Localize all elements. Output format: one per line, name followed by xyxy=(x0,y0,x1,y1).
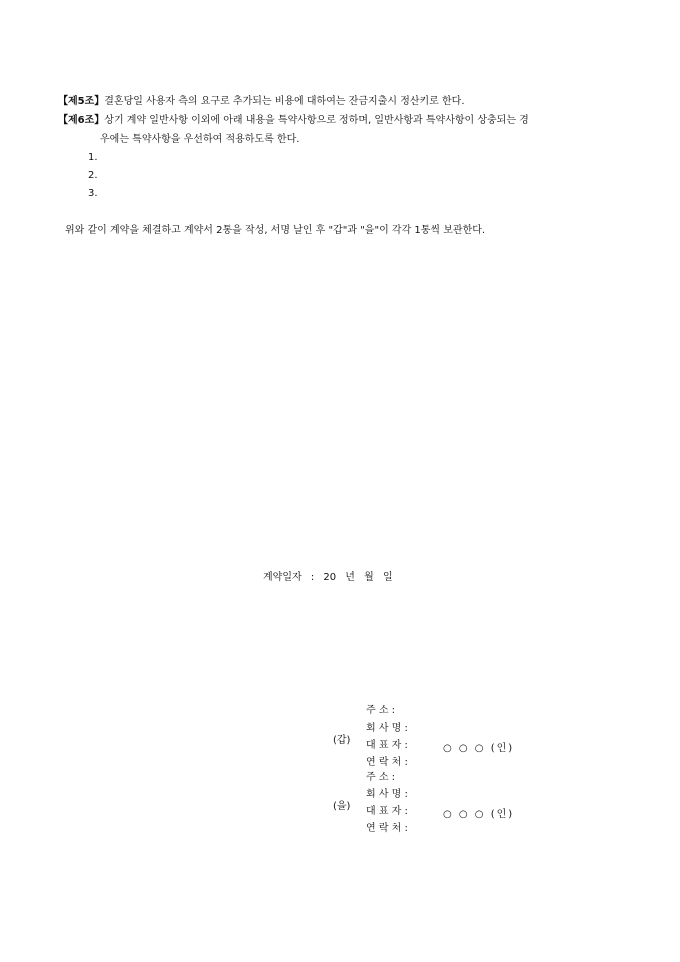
party-b-company-field: 회 사 명 : xyxy=(366,789,408,800)
party-b-address-field: 주 소 : xyxy=(366,772,396,783)
party-a-company-field: 회 사 명 : xyxy=(366,723,408,734)
party-a-address-field: 주 소 : xyxy=(366,705,396,716)
article-6-text: 상기 계약 일반사항 이외에 아래 내용을 특약사항으로 정하며, 일반사항과 특약사항이 상충되는 경 xyxy=(104,115,529,126)
party-a-seal: ○ ○ ○ (인) xyxy=(443,743,515,754)
article-5-tag: 【제5조】 xyxy=(58,96,105,107)
article-6-tag: 【제6조】 xyxy=(58,115,105,126)
contract-date: 계약일자 : 20 년 월 일 xyxy=(263,572,393,583)
special-item-3: 3. xyxy=(88,188,98,199)
article-5-text: 결혼당일 사용자 측의 요구로 추가되는 비용에 대하여는 잔금지출시 정산키로 한다. xyxy=(104,96,465,107)
party-b-seal: ○ ○ ○ (인) xyxy=(443,809,515,820)
special-item-1: 1. xyxy=(88,152,98,163)
article-6-continuation: 우에는 특약사항을 우선하여 적용하도록 한다. xyxy=(100,134,300,145)
special-item-2: 2. xyxy=(88,170,98,181)
article-5 xyxy=(58,95,465,109)
party-b-contact-field: 연 락 처 : xyxy=(366,823,408,834)
article-6 xyxy=(58,114,529,128)
party-b-representative-field: 대 표 자 : xyxy=(366,806,408,817)
party-b-label: (을) xyxy=(333,801,351,812)
party-a-representative-field: 대 표 자 : xyxy=(366,740,408,751)
party-a-contact-field: 연 락 처 : xyxy=(366,757,408,768)
party-a-label: (갑) xyxy=(333,735,351,746)
closing-statement: 위와 같이 계약을 체결하고 계약서 2통을 작성, 서명 날인 후 "갑"과 "을"이 각각 1통씩 보관한다. xyxy=(65,225,486,236)
